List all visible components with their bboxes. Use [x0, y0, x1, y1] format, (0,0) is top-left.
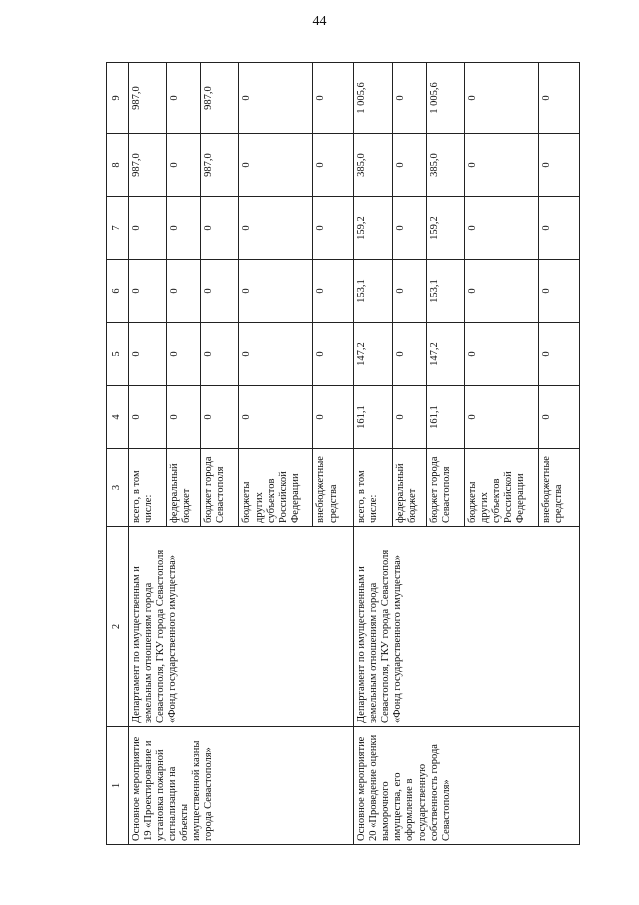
rotated-table-area	[106, 63, 580, 845]
value-cell: 987,0	[128, 134, 167, 197]
value-cell: 0	[392, 323, 426, 386]
value-cell: 0	[392, 260, 426, 323]
funding-table	[106, 62, 580, 845]
table-row	[128, 63, 167, 845]
value-cell: 0	[239, 63, 313, 134]
value-cell: 0	[200, 197, 239, 260]
value-cell: 0	[239, 386, 313, 449]
value-cell: 0	[392, 197, 426, 260]
value-cell: 0	[167, 323, 201, 386]
executor-cell: Департамент по имущественным и земельным отношениям города Севастополя, ГКУ города Севастополя «Фонд государственного имущества»	[128, 527, 354, 727]
value-cell: 0	[392, 63, 426, 134]
value-cell: 0	[200, 323, 239, 386]
value-cell: 0	[167, 197, 201, 260]
value-cell: 0	[200, 386, 239, 449]
header-row	[107, 63, 129, 845]
value-cell: 0	[539, 134, 580, 197]
funding-source-cell: бюджеты других субъектов Российской Федерации	[239, 449, 313, 527]
value-cell: 0	[465, 260, 539, 323]
value-cell: 0	[465, 323, 539, 386]
value-cell: 0	[539, 260, 580, 323]
page-number: 44	[312, 14, 327, 29]
funding-source-cell: всего, в том числе:	[128, 449, 167, 527]
executor-cell: Департамент по имущественным и земельным отношениям города Севастополя, ГКУ города Севастополя «Фонд государственного имущества»	[354, 527, 580, 727]
value-cell: 0	[539, 323, 580, 386]
value-cell: 0	[465, 197, 539, 260]
value-cell: 159,2	[426, 197, 465, 260]
value-cell: 0	[392, 386, 426, 449]
value-cell: 0	[128, 386, 167, 449]
value-cell: 0	[392, 134, 426, 197]
funding-source-cell: федеральный бюджет	[392, 449, 426, 527]
value-cell: 0	[167, 386, 201, 449]
value-cell: 0	[313, 386, 354, 449]
value-cell: 0	[539, 197, 580, 260]
value-cell: 0	[239, 323, 313, 386]
value-cell: 0	[313, 63, 354, 134]
activity-cell: Основное мероприятие 19 «Проектирование и установка пожарной сигнализации на объекты имущественной казны города Севастополя»	[128, 727, 354, 845]
value-cell: 0	[313, 260, 354, 323]
header-cell: 5	[107, 323, 129, 386]
funding-source-cell: бюджет города Севастополя	[200, 449, 239, 527]
value-cell: 0	[167, 134, 201, 197]
value-cell: 147,2	[426, 323, 465, 386]
value-cell: 0	[465, 134, 539, 197]
value-cell: 0	[239, 260, 313, 323]
value-cell: 153,1	[426, 260, 465, 323]
header-cell: 7	[107, 197, 129, 260]
header-cell: 6	[107, 260, 129, 323]
header-cell: 9	[107, 63, 129, 134]
value-cell: 385,0	[426, 134, 465, 197]
header-cell: 1	[107, 727, 129, 845]
value-cell: 0	[465, 63, 539, 134]
value-cell: 1 005,6	[426, 63, 465, 134]
header-cell: 8	[107, 134, 129, 197]
value-cell: 987,0	[200, 63, 239, 134]
value-cell: 0	[539, 63, 580, 134]
value-cell: 0	[128, 323, 167, 386]
value-cell: 153,1	[354, 260, 393, 323]
value-cell: 0	[313, 323, 354, 386]
value-cell: 385,0	[354, 134, 393, 197]
value-cell: 0	[239, 134, 313, 197]
value-cell: 0	[128, 197, 167, 260]
value-cell: 1 005,6	[354, 63, 393, 134]
value-cell: 0	[128, 260, 167, 323]
funding-source-cell: федеральный бюджет	[167, 449, 201, 527]
value-cell: 0	[313, 134, 354, 197]
value-cell: 0	[167, 260, 201, 323]
value-cell: 161,1	[354, 386, 393, 449]
funding-source-cell: бюджеты других субъектов Российской Федерации	[465, 449, 539, 527]
table-row	[354, 63, 393, 845]
value-cell: 987,0	[200, 134, 239, 197]
value-cell: 0	[239, 197, 313, 260]
value-cell: 0	[313, 197, 354, 260]
value-cell: 161,1	[426, 386, 465, 449]
header-cell: 4	[107, 386, 129, 449]
header-cell: 2	[107, 527, 129, 727]
value-cell: 147,2	[354, 323, 393, 386]
rotated-table-frame	[106, 63, 580, 845]
header-cell: 3	[107, 449, 129, 527]
value-cell: 159,2	[354, 197, 393, 260]
funding-source-cell: бюджет города Севастополя	[426, 449, 465, 527]
value-cell: 987,0	[128, 63, 167, 134]
funding-source-cell: всего, в том числе:	[354, 449, 393, 527]
funding-source-cell: внебюджетные средства	[313, 449, 354, 527]
activity-cell: Основное мероприятие 20 «Проведение оценки выморочного имущества, его оформление в государственную собственность города Севастополя»	[354, 727, 580, 845]
value-cell: 0	[465, 386, 539, 449]
value-cell: 0	[200, 260, 239, 323]
value-cell: 0	[539, 386, 580, 449]
value-cell: 0	[167, 63, 201, 134]
funding-source-cell: внебюджетные средства	[539, 449, 580, 527]
